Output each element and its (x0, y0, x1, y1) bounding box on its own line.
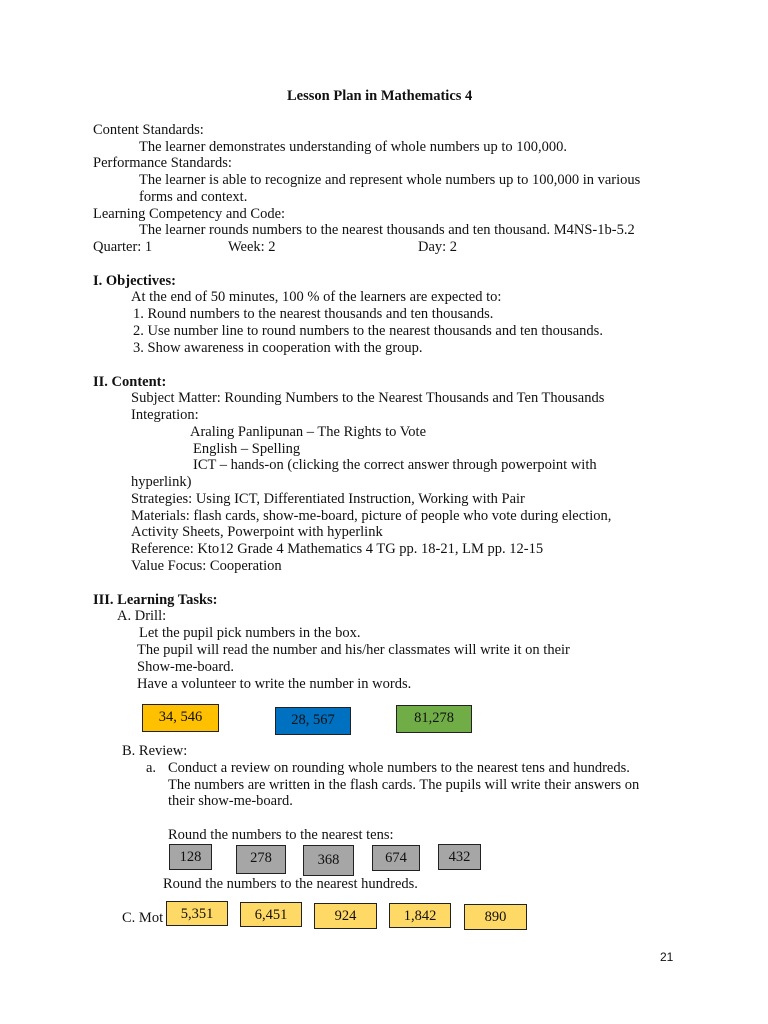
drill-line: The pupil will read the number and his/her classmates will write it on their (137, 642, 570, 658)
objectives-intro: At the end of 50 minutes, 100 % of the learners are expected to: (131, 289, 502, 305)
hundreds-prompt: Round the numbers to the nearest hundreds. (163, 876, 418, 892)
content-standards-heading: Content Standards: (93, 122, 204, 138)
performance-standards-line2: forms and context. (139, 189, 248, 205)
hundreds-number-box[interactable]: 1,842 (389, 903, 451, 928)
drill-heading: A. Drill: (117, 608, 167, 624)
tens-prompt: Round the numbers to the nearest tens: (168, 827, 394, 843)
drill-number-box[interactable]: 34, 546 (142, 704, 219, 732)
hundreds-number-box[interactable]: 890 (464, 904, 527, 930)
drill-line: Show-me-board. (137, 659, 235, 675)
content-standards-text: The learner demonstrates understanding of whole numbers up to 100,000. (139, 139, 568, 155)
integration-ap: Araling Panlipunan – The Rights to Vote (190, 424, 427, 440)
drill-number-box[interactable]: 81,278 (396, 705, 472, 733)
integration-label: Integration: (131, 407, 199, 423)
subject-matter: Subject Matter: Rounding Numbers to the Nearest Thousands and Ten Thousands (131, 390, 605, 406)
integration-english: English – Spelling (193, 441, 301, 457)
tens-number-box[interactable]: 278 (236, 845, 286, 874)
review-line: their show-me-board. (168, 793, 293, 809)
performance-standards-line1: The learner is able to recognize and represent whole numbers up to 100,000 in various (139, 172, 641, 188)
review-line: The numbers are written in the flash cards. The pupils will write their answers on (168, 777, 640, 793)
day-label: Day: 2 (418, 239, 458, 255)
motivation-heading: C. Mot (122, 910, 164, 926)
objectives-heading: I. Objectives: (93, 273, 176, 289)
objective-item: 3. Show awareness in cooperation with the group. (133, 340, 423, 356)
hundreds-number-box[interactable]: 5,351 (166, 901, 228, 926)
competency-text: The learner rounds numbers to the nearest thousands and ten thousand. M4NS-1b-5.2 (139, 222, 635, 238)
competency-heading: Learning Competency and Code: (93, 206, 286, 222)
review-marker: a. (146, 760, 157, 776)
objective-item: 2. Use number line to round numbers to the nearest thousands and ten thousands. (133, 323, 603, 339)
page-number: 21 (660, 950, 674, 964)
review-line: Conduct a review on rounding whole numbers to the nearest tens and hundreds. (168, 760, 630, 776)
reference: Reference: Kto12 Grade 4 Mathematics 4 TG pp. 18-21, LM pp. 12-15 (131, 541, 544, 557)
hundreds-number-box[interactable]: 924 (314, 903, 377, 929)
quarter-label: Quarter: 1 (93, 239, 153, 255)
week-label: Week: 2 (228, 239, 276, 255)
performance-standards-heading: Performance Standards: (93, 155, 232, 171)
integration-ict-line1: ICT – hands-on (clicking the correct answer through powerpoint with (193, 457, 597, 473)
materials-line1: Materials: flash cards, show-me-board, picture of people who vote during election, (131, 508, 612, 524)
tens-number-box[interactable]: 432 (438, 844, 481, 870)
objective-item: 1. Round numbers to the nearest thousands and ten thousands. (133, 306, 494, 322)
value-focus: Value Focus: Cooperation (131, 558, 282, 574)
drill-line: Have a volunteer to write the number in words. (137, 676, 412, 692)
content-heading: II. Content: (93, 374, 167, 390)
integration-ict-line2: hyperlink) (131, 474, 192, 490)
learning-tasks-heading: III. Learning Tasks: (93, 592, 218, 608)
materials-line2: Activity Sheets, Powerpoint with hyperlink (131, 524, 383, 540)
tens-number-box[interactable]: 368 (303, 845, 354, 876)
document-title: Lesson Plan in Mathematics 4 (287, 88, 473, 104)
strategies: Strategies: Using ICT, Differentiated Instruction, Working with Pair (131, 491, 525, 507)
review-heading: B. Review: (122, 743, 188, 759)
tens-number-box[interactable]: 128 (169, 844, 212, 870)
hundreds-number-box[interactable]: 6,451 (240, 902, 302, 927)
tens-number-box[interactable]: 674 (372, 845, 420, 871)
drill-line: Let the pupil pick numbers in the box. (139, 625, 361, 641)
drill-number-box[interactable]: 28, 567 (275, 707, 351, 735)
